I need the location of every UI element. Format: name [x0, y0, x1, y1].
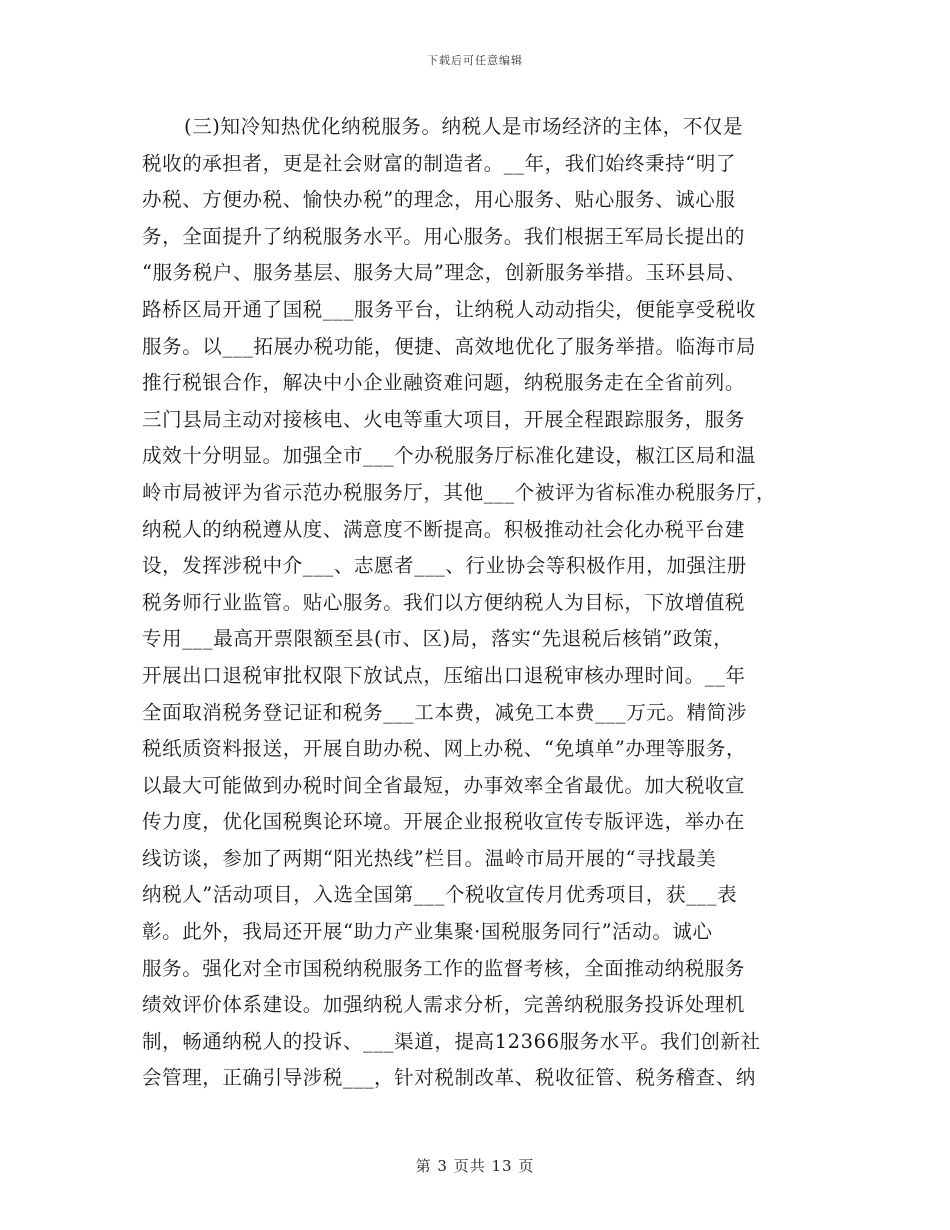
paragraph-line: 以最大可能做到办税时间全省最短，办事效率全省最优。加大税收宣: [142, 773, 746, 797]
page-number: 第 3 页共 13 页: [415, 1157, 535, 1175]
paragraph-line: 制，畅通纳税人的投诉、___渠道，提高12366服务水平。我们创新社: [142, 1029, 761, 1053]
paragraph-line: 会管理，正确引导涉税___，针对税制改革、税收征管、税务稽查、纳: [142, 1066, 756, 1090]
paragraph-line: 税务师行业监管。贴心服务。我们以方便纳税人为目标，下放增值税: [142, 590, 746, 614]
paragraph-line: “服务税户、服务基层、服务大局”理念，创新服务举措。玉环县局、: [142, 261, 747, 285]
paragraph-line: 纳税人的纳税遵从度、满意度不断提高。积极推动社会化办税平台建: [142, 517, 746, 541]
paragraph-line: 推行税银合作，解决中小企业融资难问题，纳税服务走在全省前列。: [142, 371, 746, 395]
paragraph-line: (三)知冷知热优化纳税服务。纳税人是市场经济的主体，不仅是: [184, 115, 744, 138]
paragraph-line: 彰。此外，我局还开展“助力产业集聚·国税服务同行”活动。诚心: [142, 920, 713, 944]
paragraph-line: 全面取消税务登记证和税务___工本费，减免工本费___万元。精简涉: [142, 700, 747, 724]
paragraph-line: 三门县局主动对接核电、火电等重大项目，开展全程跟踪服务，服务: [142, 407, 746, 431]
document-body: [142, 109, 812, 1097]
paragraph-line: 务，全面提升了纳税服务水平。用心服务。我们根据王军局长提出的: [142, 224, 746, 248]
paragraph-line: 岭市局被评为省示范办税服务厅，其他___个被评为省标准办税服务厅，: [142, 480, 777, 504]
paragraph-line: 开展出口退税审批权限下放试点，压缩出口退税审核办理时间。__年: [142, 663, 746, 687]
paragraph-line: 服务。以___拓展办税功能，便捷、高效地优化了服务举措。临海市局: [142, 334, 756, 358]
paragraph-line: 成效十分明显。加强全市___个办税服务厅标准化建设，椒江区局和温: [142, 444, 756, 468]
paragraph-line: 线访谈，参加了两期“阳光热线”栏目。温岭市局开展的“寻找最美: [142, 846, 717, 870]
paragraph-line: 专用___最高开票限额至县(市、区)局，落实“先退税后核销”政策，: [142, 627, 734, 651]
paragraph-line: 纳税人”活动项目，入选全国第___个税收宣传月优秀项目，获___表: [142, 883, 738, 907]
paragraph-line: 路桥区局开通了国税___服务平台，让纳税人动动指尖，便能享受税收: [142, 297, 756, 321]
paragraph-line: 办税、方便办税、愉快办税”的理念，用心服务、贴心服务、诚心服: [142, 188, 736, 212]
paragraph-line: 传力度，优化国税舆论环境。开展企业报税收宣传专版评选，举办在: [142, 810, 746, 834]
paragraph-line: 税收的承担者，更是社会财富的制造者。__年，我们始终秉持“明了: [142, 151, 737, 175]
paragraph-line: 税纸质资料报送，开展自助办税、网上办税、“免填单”办理等服务，: [142, 737, 747, 761]
paragraph-line: 设，发挥涉税中介___、志愿者___、行业协会等积极作用，加强注册: [142, 554, 747, 578]
paragraph-line: 服务。强化对全市国税纳税服务工作的监督考核，全面推动纳税服务: [142, 956, 746, 980]
page-header-note: 下载后可任意编辑: [427, 54, 523, 67]
paragraph-line: 绩效评价体系建设。加强纳税人需求分析，完善纳税服务投诉处理机: [142, 993, 746, 1017]
